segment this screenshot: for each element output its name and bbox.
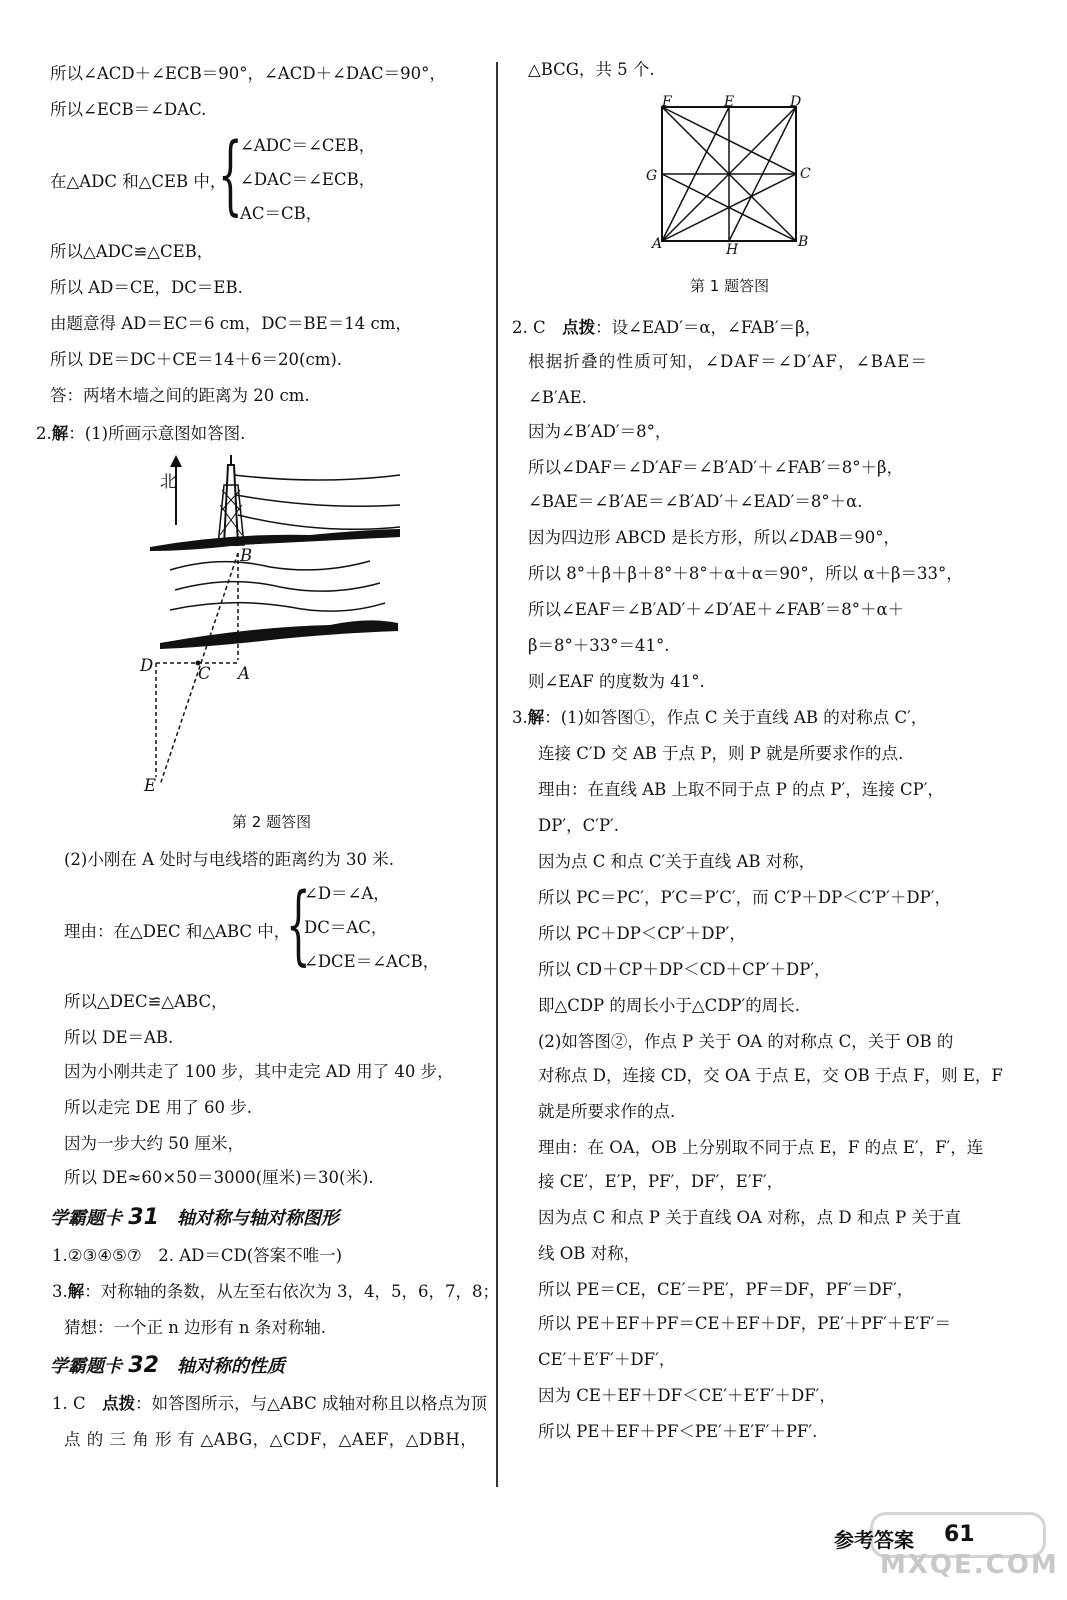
text-line: 2. C 点拨：设∠EAD′＝α，∠FAB′＝β， [512,318,822,337]
grid-label-A: A [652,236,663,252]
text-line: 所以 CD＋CP＋DP＜CD＋CP′＋DP′， [538,960,831,979]
grid-label-C: C [800,166,811,182]
brace-symbol: { [286,875,311,975]
text-line: 所以∠DAF＝∠D′AF＝∠B′AD′＋∠FAB′＝8°＋β， [528,458,904,477]
text-line: 对称点 D，连接 CD，交 OA 于点 E，交 OB 于点 F，则 E，F [538,1066,1003,1085]
text-line: 即△CDP 的周长小于△CDP′的周长. [538,996,801,1015]
text-line: 因为四边形 ABCD 是长方形，所以∠DAB＝90°， [528,528,901,547]
text-line: 因为点 C 和点 P 关于直线 OA 对称，点 D 和点 P 关于直 [538,1208,961,1227]
point-label-A: A [238,664,250,683]
grid-label-G: G [646,168,658,184]
question-2-line: 2.解：(1)所画示意图如答图. [36,424,246,443]
text-line: 所以走完 DE 用了 60 步. [64,1098,252,1117]
text-line: 答：两堵木墙之间的距离为 20 cm. [50,386,310,405]
text-line: 所以 8°＋β＋β＋8°＋8°＋α＋α＝90°，所以 α＋β＝33°， [528,564,963,583]
text-line: 所以 PE＝CE，CE′＝PE′，PF＝DF，PF′＝DF′， [538,1280,914,1299]
text-line: 因为点 C 和点 C′关于直线 AB 对称， [538,852,816,871]
text-line: 连接 C′D 交 AB 于点 P，则 P 就是所要求作的点. [538,744,904,763]
text-line: 猜想：一个正 n 边形有 n 条对称轴. [64,1318,326,1337]
grid-label-H: H [726,242,739,258]
text-line: 所以 PC＝PC′，P′C＝P′C′，而 C′P＋DP＜C′P′＋DP′， [538,888,951,907]
text-line: 因为 CE＋EF＋DF＜CE′＋E′F′＋DF′， [538,1386,836,1405]
text-line: 接 CE′，E′P，PF′，DF′，E′F′， [538,1172,784,1191]
text-line: 所以 DE＝DC＋CE＝14＋6＝20(cm). [50,350,343,369]
text-line: 1.②③④⑤⑦ 2. AD＝CD(答案不唯一) [52,1246,343,1265]
text-line: 点 的 三 角 形 有 △ABG，△CDF，△AEF，△DBH， [64,1430,478,1449]
grid-label-B: B [798,234,809,250]
text-line: 理由：在△DEC 和△ABC 中， [64,922,291,941]
grid-label-F: F [662,94,672,110]
text-line: 就是所要求作的点. [538,1102,676,1121]
text-line: 线 OB 对称， [538,1244,641,1263]
text-line: 则∠EAF 的度数为 41°. [528,672,705,691]
text-line: 3.解：对称轴的条数，从左至右依次为 3，4，5，6，7，8； [52,1282,499,1301]
text-line: 所以 PC＋DP＜CP′＋DP′， [538,924,746,943]
text-line: 由题意得 AD＝EC＝6 cm，DC＝BE＝14 cm， [50,314,412,333]
text-line: ∠DCE＝∠ACB， [304,952,440,971]
text-line: 所以 DE≈60×50＝3000(厘米)＝30(米). [64,1168,374,1187]
grid-label-E: E [724,94,735,110]
text-line: 所以△DEC≌△ABC， [64,992,228,1011]
point-label-E: E [144,776,157,795]
text-line: CE′＋E′F′＋DF′， [538,1350,676,1369]
text-line: ∠D＝∠A， [304,884,390,903]
text-line: 所以 PE＋EF＋PF＜PE′＋E′F′＋PF′. [538,1422,818,1441]
text-line: 所以∠ACD＋∠ECB＝90°，∠ACD＋∠DAC＝90°， [50,64,446,83]
point-label-B: B [240,546,253,565]
text-line: DP′，C′P′. [538,816,620,835]
text-line: 所以∠EAF＝∠B′AD′＋∠D′AE＋∠FAB′＝8°＋α＋ [528,600,905,619]
text-line: 理由：在 OA，OB 上分别取不同于点 E，F 的点 E′，F′，连 [538,1138,984,1157]
section-title-31: 学霸题卡 31 轴对称与轴对称图形 [50,1205,339,1230]
point-label-C: C [198,664,211,683]
text-line: 因为一步大约 50 厘米， [64,1134,244,1153]
text-line: 因为∠B′AD′＝8°， [528,422,672,441]
text-line: 所以 DE＝AB. [64,1028,174,1047]
figure-2-tower-river [130,455,410,800]
watermark-text: MXQE.COM [880,1550,1059,1580]
text-line: ∠ADC＝∠CEB， [240,136,376,155]
column-divider [496,62,498,1487]
text-line: 所以∠ECB＝∠DAC. [50,100,207,119]
text-line: ∠BAE＝∠B′AE＝∠B′AD′＋∠EAD′＝8°＋α. [528,492,863,511]
figure-2-caption: 第 2 题答图 [232,813,312,831]
text-line: 理由：在直线 AB 上取不同于点 P 的点 P′，连接 CP′， [538,780,944,799]
point-label-D: D [140,656,154,675]
section-title-32: 学霸题卡 32 轴对称的性质 [50,1353,285,1378]
text-line: (2)小刚在 A 处时与电线塔的距离约为 30 米. [64,850,395,869]
text-line: 所以 PE＋EF＋PF＝CE＋EF＋DF，PE′＋PF′＋E′F′＝ [538,1314,951,1333]
text-line: 所以 AD＝CE，DC＝EB. [50,278,243,297]
text-line: 因为小刚共走了 100 步，其中走完 AD 用了 40 步， [64,1062,454,1081]
text-line: 根据折叠的性质可知，∠DAF＝∠D′AF，∠BAE＝ [528,352,929,371]
question-3-line: 3.解：(1)如答图①，作点 C 关于直线 AB 的对称点 C′， [512,708,928,727]
figure-1-grid-triangles [660,105,800,245]
text-line: 在△ADC 和△CEB 中， [50,172,227,191]
text-line: ∠DAC＝∠ECB， [240,170,376,189]
text-line: △BCG，共 5 个. [528,60,655,79]
text-line: 所以△ADC≌△CEB， [50,242,214,261]
text-line: ∠B′AE. [528,388,587,407]
text-line: β＝8°＋33°＝41°. [528,636,670,655]
text-line: 1. C 点拨：如答图所示，与△ABC 成轴对称且以格点为顶 [52,1394,488,1413]
north-label: 北 [160,472,177,491]
page-number: 61 [944,1522,975,1547]
grid-label-D: D [790,94,802,110]
figure-1-caption: 第 1 题答图 [690,277,770,295]
brace-symbol: { [218,125,243,225]
text-line: DC＝AC， [304,918,388,937]
text-line: (2)如答图②，作点 P 关于 OA 的对称点 C，关于 OB 的 [538,1032,954,1051]
text-line: AC＝CB， [240,204,323,223]
footer-label: 参考答案 [834,1528,914,1552]
